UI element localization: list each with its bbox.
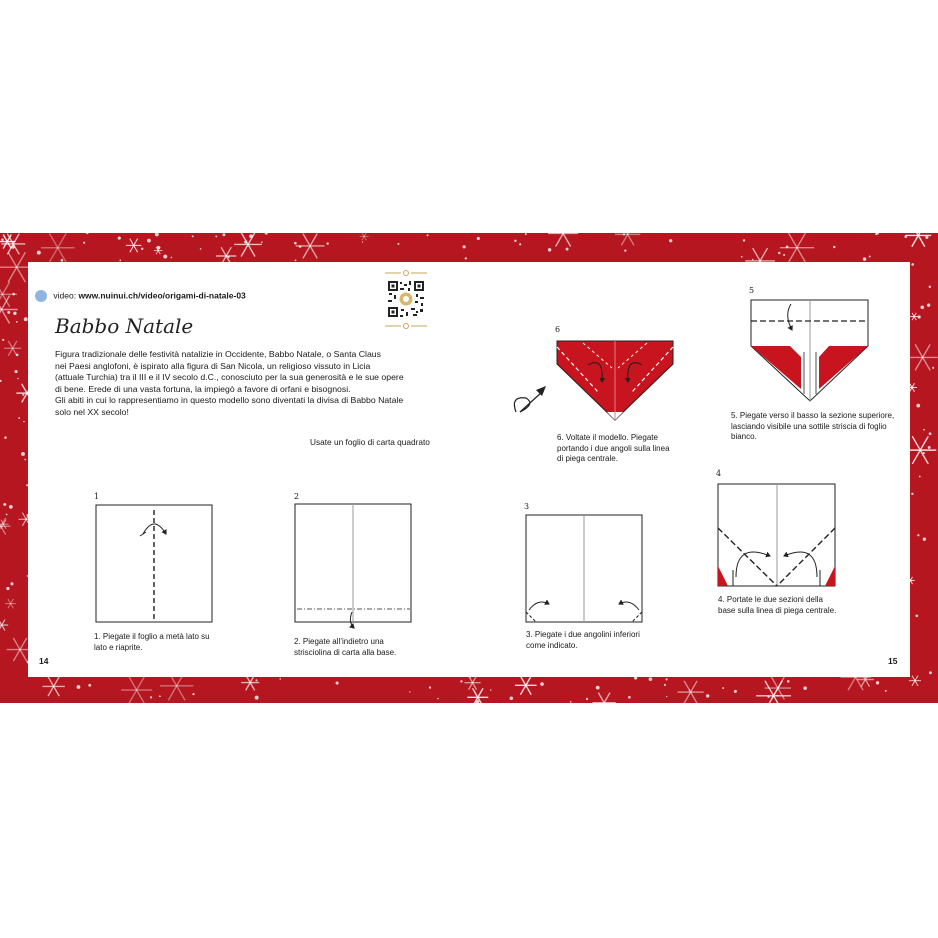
step-2-caption <box>294 637 396 658</box>
step-5-diagram <box>751 300 868 401</box>
caption-line: lato e riaprite. <box>94 642 143 652</box>
step-number: 3 <box>524 502 530 511</box>
step-number: 6 <box>555 325 561 334</box>
caption-line: lasciando visibile una sottile striscia di foglio <box>731 421 887 431</box>
caption-line: 4. Portate le due sezioni della <box>718 595 823 604</box>
step-number: 4 <box>716 469 722 478</box>
step-number: 5 <box>749 286 755 295</box>
paper-note: Usate un foglio di carta quadrato <box>310 437 430 447</box>
page-number-right: 15 <box>888 656 898 666</box>
caption-line: 2. Piegate all’indietro una <box>294 637 384 646</box>
intro-line: solo nel XX secolo! <box>55 406 129 417</box>
step-5-caption <box>731 411 894 443</box>
video-url[interactable]: www.nuinui.ch/video/origami-di-natale-03 <box>78 290 246 301</box>
intro-line: Figura tradizionale delle festività natalizie in Occidente, Babbo Natale, o Santa Claus <box>55 349 381 359</box>
caption-line: 3. Piegate i due angolini inferiori <box>526 630 640 639</box>
intro-line: (attuale Turchia) tra il III e il IV secolo d.C., conosciuto per la sua generosità e le sue opere <box>55 372 404 382</box>
intro-line: nei Paesi anglofoni, è ispirato alla figura di San Nicola, un religioso vissuto in Licia <box>55 360 371 371</box>
page-title: Babbo Natale <box>55 314 194 338</box>
caption-line: bianco. <box>731 432 757 441</box>
intro-line: di bene. Erede di una vasta fortuna, la impiegò a favore di orfani e bisognosi. <box>55 383 351 394</box>
step-6-caption <box>557 433 670 465</box>
step-1-caption <box>94 632 210 653</box>
step-4-caption <box>718 595 836 616</box>
caption-line: 6. Voltate il modello. Piegate <box>557 433 658 442</box>
caption-line: strisciolina di carta alla base. <box>294 647 397 657</box>
step-number: 1 <box>94 492 100 501</box>
step-2-diagram <box>295 504 411 628</box>
step-number: 2 <box>294 492 300 501</box>
caption-line: 5. Piegate verso il basso la sezione superiore, <box>731 411 895 420</box>
step-1-diagram <box>96 505 212 622</box>
caption-line: come indicato. <box>526 640 578 650</box>
step-3-diagram <box>526 515 642 622</box>
step-6-diagram <box>514 341 673 420</box>
caption-line: portando i due angoli sulla linea <box>557 443 670 453</box>
step-4-diagram <box>718 484 835 586</box>
intro-line: Gli abiti in cui lo rappresentiamo in questo modello sono diventati la divisa di Babbo Natale <box>55 395 404 405</box>
page-number-left: 14 <box>39 656 49 666</box>
step-3-caption <box>526 630 640 651</box>
caption-line: 1. Piegate il foglio a metà lato su <box>94 632 210 641</box>
video-prefix: video: <box>53 290 77 301</box>
caption-line: base sulla linea di piega centrale. <box>718 605 837 615</box>
caption-line: di piega centrale. <box>557 454 618 463</box>
